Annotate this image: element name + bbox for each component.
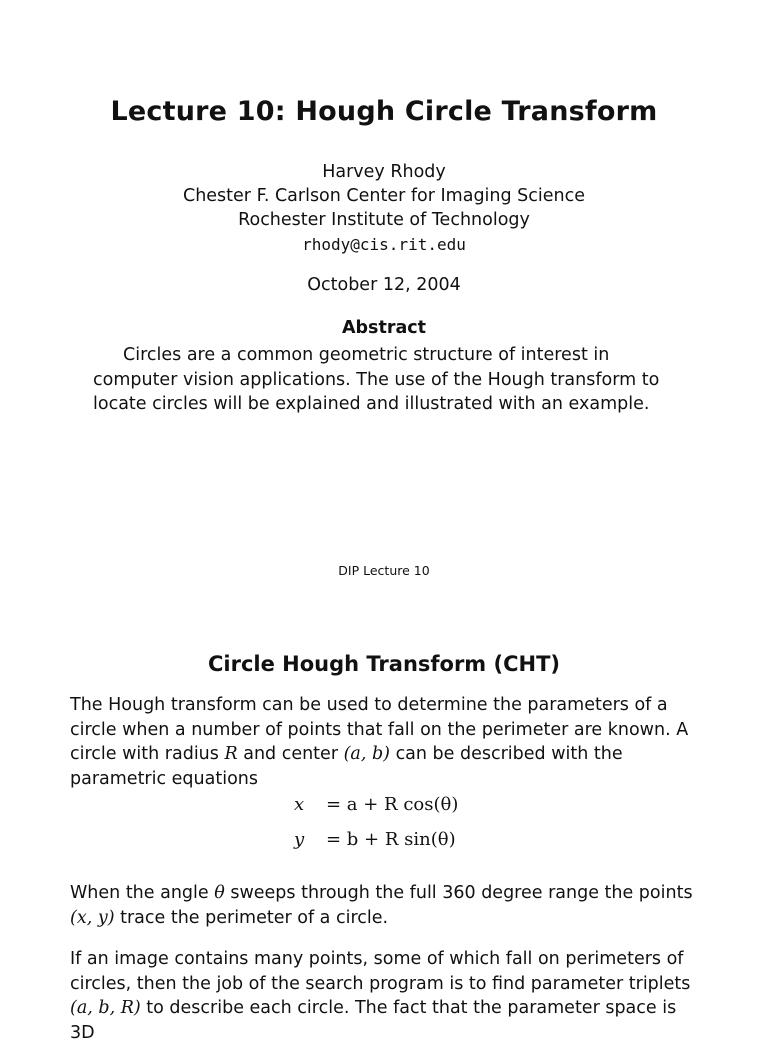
equation-y [0,829,768,855]
paragraph-text: can be described with the parametric equations [70,744,623,789]
math-radius: R [224,744,238,764]
equation-lhs: y [294,829,305,850]
paragraph-text: sweeps through the full 360 degree range the points [224,883,693,903]
math-center: (a, b) [343,744,390,764]
section-title: Circle Hough Transform (CHT) [207,652,561,676]
paragraph-text: and center [237,744,344,764]
paragraph-intro [70,693,700,791]
author-name: Harvey Rhody [322,162,446,182]
page-footer: DIP Lecture 10 [338,563,430,578]
paragraph-text: When the angle [70,883,215,903]
equation-rhs: = b + R sin(θ) [326,829,456,850]
paragraph-text: The Hough transform can be used to determine the parameters of a circle when a number of points that fall on the perimeter are known. A circle with radius [70,695,689,764]
equation-rhs: = a + R cos(θ) [326,794,459,815]
abstract-body: Circles are a common geometric structure of interest in computer vision applications. The use of the Hough transform to locate circles will be explained and illustrated with an example. [93,345,660,414]
paragraph-text: If an image contains many points, some of which fall on perimeters of circles, then the job of the search program is to find parameter triplets [70,949,691,994]
author-affiliation-center: Chester F. Carlson Center for Imaging Science [182,186,586,206]
equation-lhs: x [294,794,305,815]
math-theta: θ [214,883,225,903]
equation-x [0,794,768,820]
document-date: October 12, 2004 [307,275,461,295]
page-title: Lecture 10: Hough Circle Transform [110,96,658,127]
paragraph-text: to describe each circle. The fact that the parameter space is 3D [70,998,677,1043]
author-email: rhody@cis.rit.edu [302,235,466,254]
paragraph-search [70,947,700,1045]
abstract-heading: Abstract [341,318,427,338]
math-point: (x, y) [70,907,115,928]
paragraph-text: trace the perimeter of a circle. [114,907,389,928]
math-triplet: (a, b, R) [70,998,141,1018]
author-affiliation-institute: Rochester Institute of Technology [238,210,530,230]
paragraph-angle [70,881,700,930]
